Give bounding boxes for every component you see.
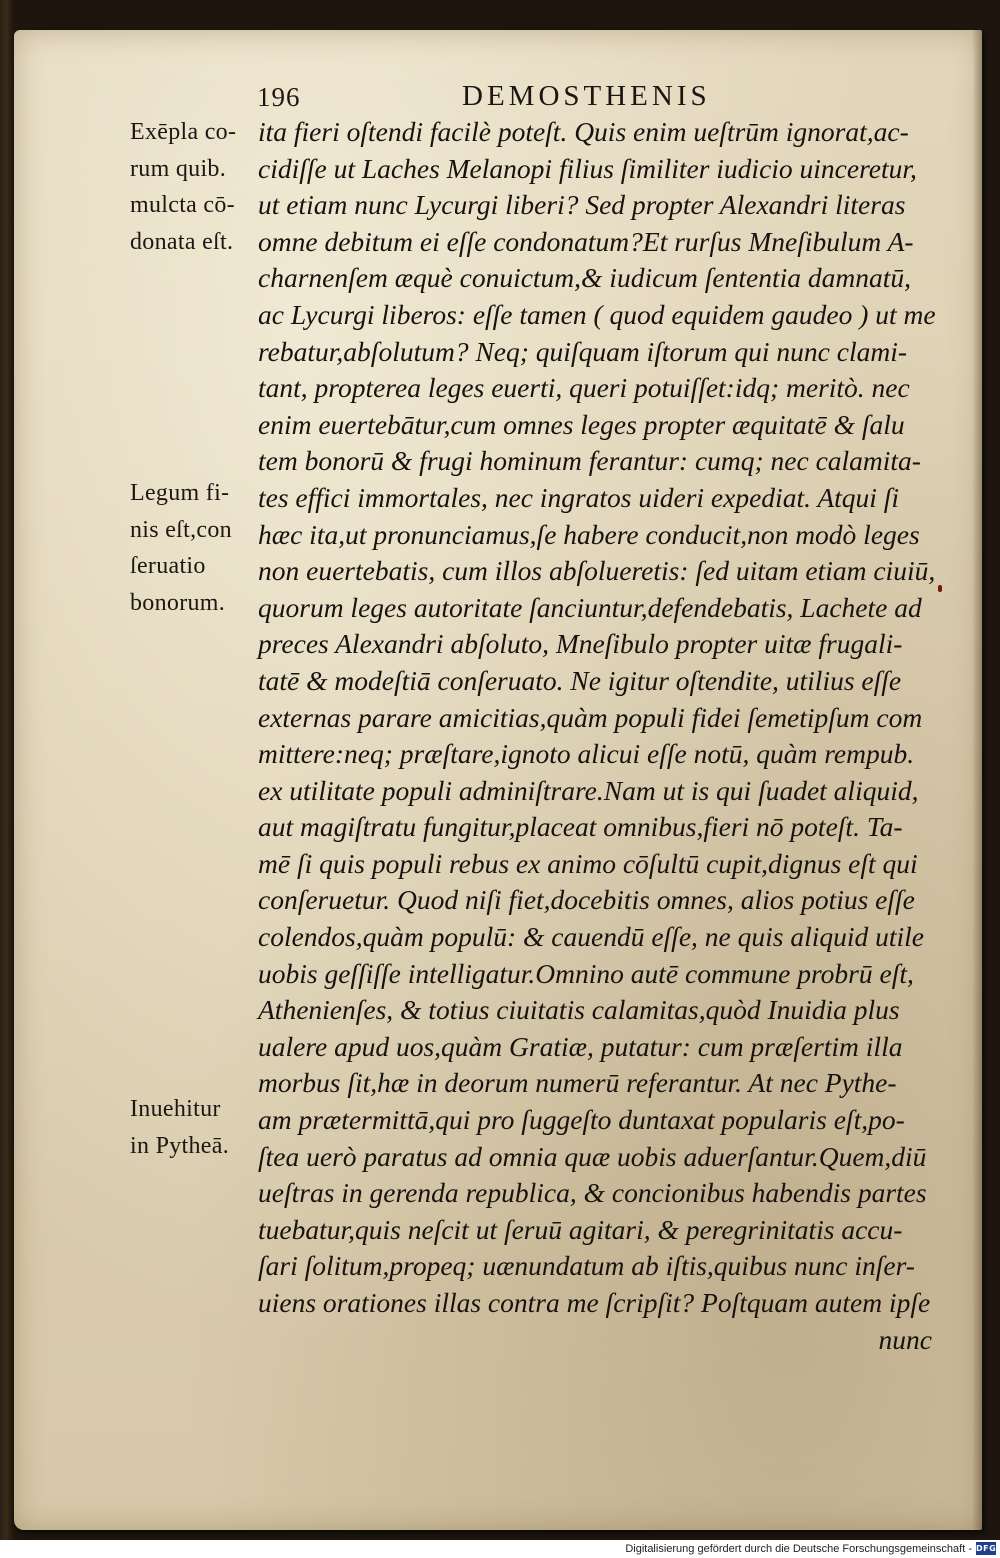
- text-line: mittere:neq; præſtare,ignoto alicui eſſe notū, quàm rempub.: [258, 738, 915, 770]
- text-line: tant, propterea leges euerti, queri potuiſſet:idq; meritò. nec: [258, 372, 910, 404]
- text-line: colendos,quàm populū: & cauendū eſſe, ne quis aliquid utile: [258, 921, 925, 953]
- text-line: cidiſſe ut Laches Melanopi filius ſimiliter iudicio uinceretur,: [258, 152, 917, 184]
- marginal-note-line: Exēpla co-: [130, 119, 237, 145]
- text-line: mē ſi quis populi rebus ex animo cōſultū cupit,dignus eſt qui: [258, 847, 918, 879]
- text-line: tes effici immortales, nec ingratos uideri expediat. Atqui ſi: [258, 481, 900, 513]
- page-edge-shadow: [972, 30, 982, 1530]
- marginal-note-laws: [130, 475, 256, 621]
- text-line: morbus ſit,hæ in deorum numerū referantur. At nec Pythe-: [258, 1067, 897, 1099]
- text-line: aut magiſtratu fungitur,placeat omnibus,fieri nō poteſt. Ta-: [258, 811, 903, 843]
- text-line: ualere apud uos,quàm Gratiæ, putatur: cum præſertim illa: [258, 1030, 903, 1062]
- text-line: tuebatur,quis neſcit ut ſeruū agitari, & peregrinitatis accu-: [258, 1213, 903, 1245]
- text-line: ut etiam nunc Lycurgi liberi? Sed propter Alexandri literas: [258, 189, 906, 221]
- marginal-note-line: bonorum.: [130, 589, 226, 616]
- dfg-logo-icon: DFG: [976, 1544, 997, 1553]
- marginal-note-line: Inuehitur: [130, 1096, 221, 1122]
- text-line: ita fieri oſtendi facilè poteſt. Quis enim ueſtrūm ignorat,ac-: [258, 116, 909, 147]
- text-line: non euertebatis, cum illos abſolueretis: ſed uitam etiam ciuiū,: [258, 555, 936, 587]
- book-page: [14, 30, 982, 1530]
- text-line: omne debitum ei eſſe condonatum?Et rurſus Mneſibulum A-: [258, 225, 914, 257]
- marginal-note-line: Legum fi-: [130, 480, 230, 506]
- text-line: tem bonorū & frugi hominum ferantur: cumq; nec calamita-: [258, 445, 921, 477]
- text-line: ac Lycurgi liberos: eſſe tamen ( quod equidem gaudeo ) ut me: [258, 298, 936, 330]
- running-head: DEMOSTHENIS: [462, 80, 711, 112]
- marginal-note-line: rum quib.: [130, 155, 227, 182]
- text-line: ſtea uerò paratus ad omnia quæ uobis aduerſantur.Quem,diū: [258, 1140, 927, 1172]
- text-line: uobis geſſiſſe intelligatur.Omnino autē commune probrū eſt,: [258, 957, 914, 989]
- marginal-note-line: nis eſt,con: [130, 516, 232, 543]
- text-line: am prætermittā,qui pro ſuggeſto duntaxat popularis eſt,po-: [258, 1104, 905, 1136]
- marginal-note-pytheas: [130, 1091, 256, 1164]
- marginal-note-examples: [130, 114, 256, 260]
- text-line: ex utilitate populi adminiſtrare.Nam ut is qui ſuadet aliquid,: [258, 774, 919, 806]
- text-line: Athenienſes, & totius ciuitatis calamitas,quòd Inuidia plus: [258, 994, 900, 1026]
- text-line: rebatur,abſolutum? Neq; quiſquam iſtorum qui nunc clami-: [258, 335, 908, 367]
- text-line: uiens orationes illas contra me ſcripſit? Poſtquam autem ipſe: [258, 1287, 931, 1318]
- text-line: conſeruetur. Quod niſi fiet,docebitis omnes, alios potius eſſe: [258, 884, 915, 916]
- marginal-note-line: donata eſt.: [130, 228, 234, 255]
- ink-speck: [938, 585, 942, 592]
- text-line: hæc ita,ut pronunciamus,ſe habere conducit,non modò leges: [258, 518, 920, 550]
- footer-credit: Digitalisierung gefördert durch die Deutsche Forschungsgemeinschaft -: [625, 1543, 972, 1555]
- marginal-note-line: in Pytheā.: [130, 1132, 229, 1159]
- text-line: ueſtras in gerenda republica, & concionibus habendis partes: [258, 1177, 927, 1209]
- text-line: preces Alexandri abſoluto, Mneſibulo propter uitæ frugali-: [258, 628, 903, 660]
- text-line: quorum leges autoritate ſanciuntur,defendebatis, Lachete ad: [258, 591, 922, 623]
- text-line: enim euertebātur,cum omnes leges propter æquitatē & ſalu: [258, 408, 905, 440]
- text-line: ſari ſolitum,propeq; uænundatum ab iſtis,quibus nunc inſer-: [258, 1250, 915, 1282]
- body-text: [258, 114, 958, 1358]
- digitization-footer: [0, 1540, 1000, 1558]
- marginal-note-line: mulcta cō-: [130, 192, 235, 219]
- text-line: externas parare amicitias,quàm populi fidei ſemetipſum com: [258, 701, 923, 733]
- catchword: nunc: [878, 1323, 932, 1355]
- marginal-note-line: ſeruatio: [130, 553, 206, 580]
- text-line: charnenſem æquè conuictum,& iudicum ſententia damnatū,: [258, 262, 912, 294]
- text-line: tatē & modeſtiā conſeruato. Ne igitur oſtendite, utilius eſſe: [258, 664, 902, 696]
- page-number: 196: [257, 82, 301, 112]
